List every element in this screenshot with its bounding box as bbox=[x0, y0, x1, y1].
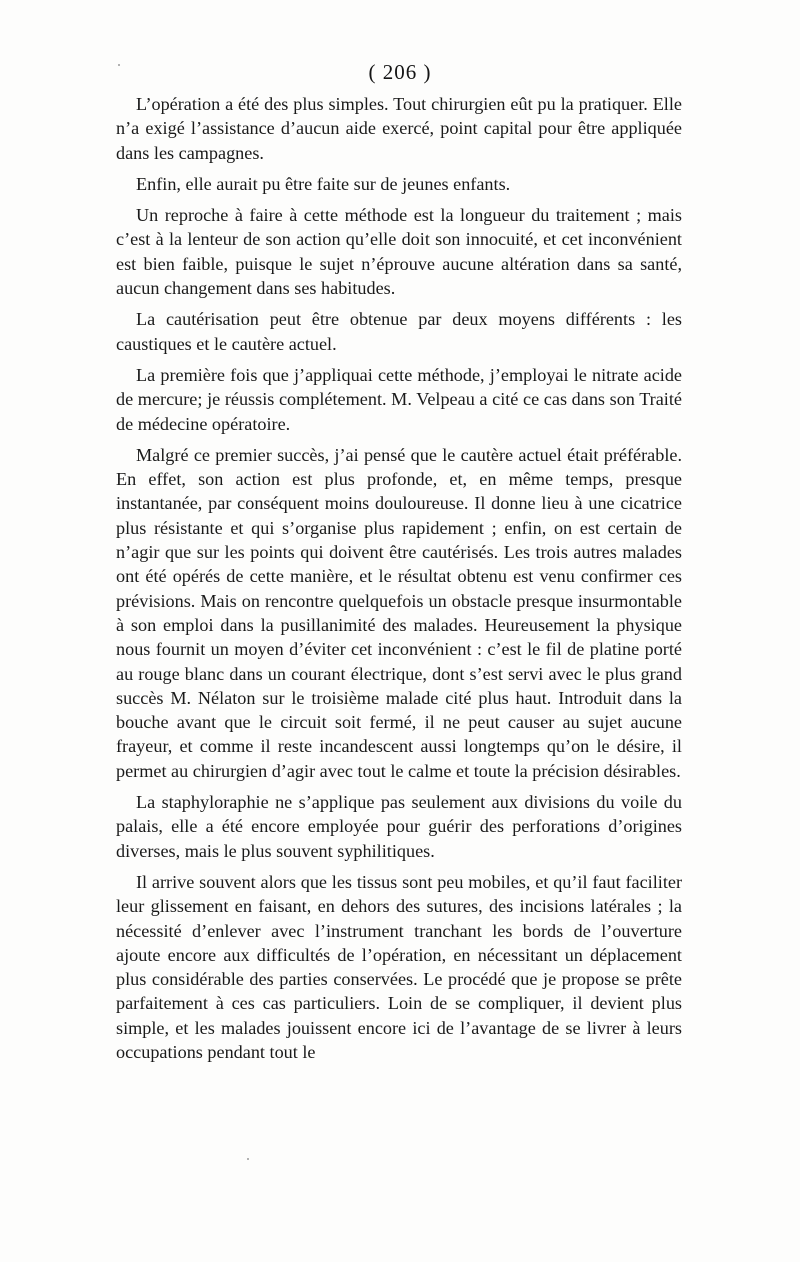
paragraph-7: La staphyloraphie ne s’applique pas seulement aux divisions du voile du palais, elle a été encore employée pour guérir des perforations d’origines diverses, mais le plus souvent syphilitiques. bbox=[116, 792, 682, 861]
paragraph-8: Il arrive souvent alors que les tissus sont peu mobiles, et qu’il faut faciliter leur glissement en faisant, en dehors des sutures, des incisions latérales ; la nécessité d’enlever avec l’instrument tranchant les bords de l’ouverture ajoute encore aux difficultés de l’opération, en nécessitant un déplacement plus considérable des parties conservées. Le procédé que je propose se prête parfaitement à ces cas particuliers. Loin de se compliquer, il devient plus simple, et les malades jouissent encore ici de l’avantage de se livrer à leurs occupations pendant tout le bbox=[116, 871, 682, 1062]
paper-speck bbox=[247, 1158, 249, 1160]
paragraph-1: L’opération a été des plus simples. Tout chirurgien eût pu la pratiquer. Elle n’a exigé l’assistance d’aucun aide exercé, point capital pour être appliquée dans les campagnes. bbox=[116, 94, 682, 163]
body-text bbox=[116, 92, 682, 1071]
paragraph-3: Un reproche à faire à cette méthode est la longueur du traitement ; mais c’est à la lenteur de son action qu’elle doit son innocuité, et cet inconvénient est bien faible, puisque le sujet n’éprouve aucune altération dans sa santé, aucun changement dans ses habitudes. bbox=[116, 205, 682, 299]
page-number: ( 206 ) bbox=[368, 60, 432, 84]
paragraph-6: Malgré ce premier succès, j’ai pensé que le cautère actuel était préférable. En effet, son action est plus profonde, et, en même temps, presque instantanée, par conséquent moins douloureuse. Il donne lieu à une cicatrice plus résistante et qui s’organise plus rapidement ; enfin, on est certain de n’agir que sur les points qui doivent être cautérisés. Les trois autres malades ont été opérés de cette manière, et le résultat obtenu est venu confirmer ces prévisions. Mais on rencontre quelquefois un obstacle presque insurmontable à son emploi dans la pusillanimité des malades. Heureusement la physique nous fournit un moyen d’éviter cet inconvénient : c’est le fil de platine porté au rouge blanc dans un courant électrique, dont s’est servi avec le plus grand succès M. Nélaton sur le troisième malade cité plus haut. Introduit dans la bouche avant que le circuit soit fermé, il ne peut causer au sujet aucune frayeur, et comme il reste incandescent aussi longtemps qu’on le désire, il permet au chirurgien d’agir avec tout le calme et toute la précision désirables. bbox=[116, 444, 682, 781]
paper-speck bbox=[118, 64, 120, 66]
paragraph-2: Enfin, elle aurait pu être faite sur de jeunes enfants. bbox=[136, 173, 511, 194]
paragraph-4: La cautérisation peut être obtenue par deux moyens différents : les caustiques et le cautère actuel. bbox=[116, 309, 682, 354]
paragraph-5: La première fois que j’appliquai cette méthode, j’employai le nitrate acide de mercure; je réussis complétement. M. Velpeau a cité ce cas dans son Traité de médecine opératoire. bbox=[116, 364, 682, 434]
